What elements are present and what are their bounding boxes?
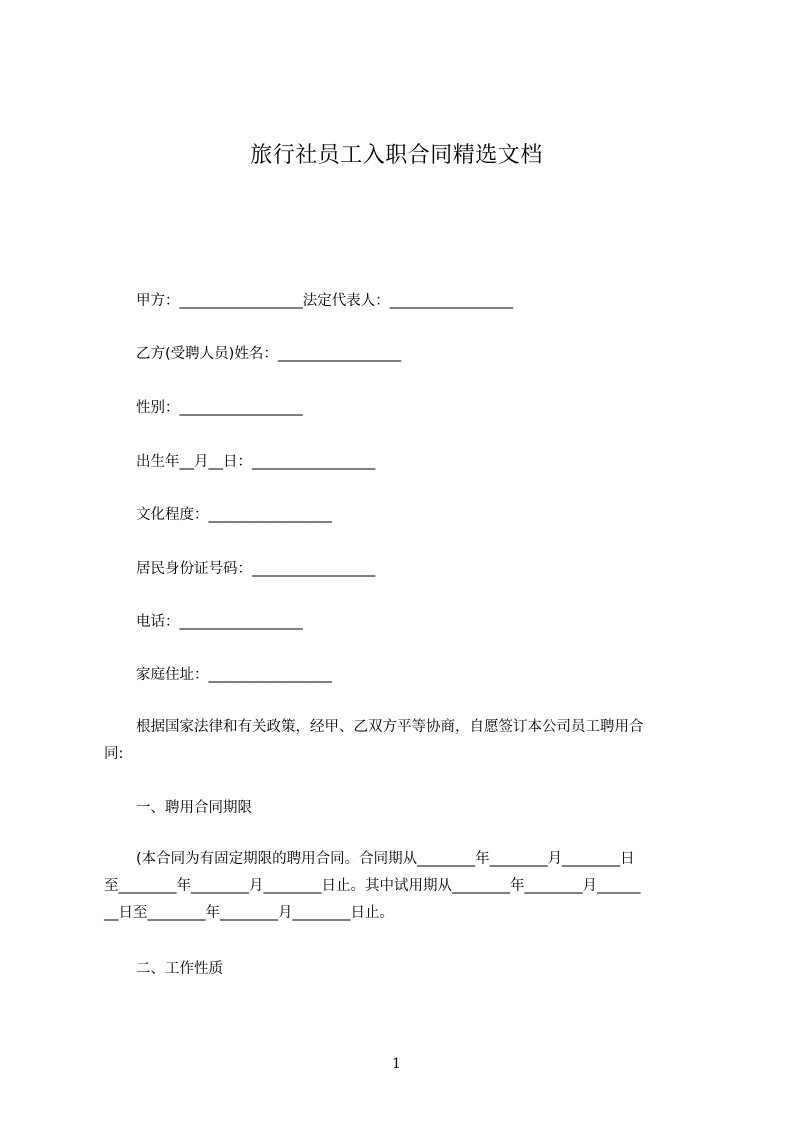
section-1-paragraph: [104, 846, 704, 927]
section-1-line-3: __日至________年________月________日止。: [104, 905, 394, 921]
section-2-heading: 二、工作性质: [136, 961, 223, 977]
party-b-name-field: 乙方(受聘人员)姓名：_________________: [136, 346, 402, 362]
intro-line-1: 根据国家法律和有关政策，经甲、乙双方平等协商，自愿签订本公司员工聘用合: [136, 719, 644, 735]
education-field: 文化程度：_________________: [136, 507, 332, 523]
intro-line-2: 同:: [104, 746, 124, 762]
section-1-line-1: (本合同为有固定期限的聘用合同。合同期从________年________月________日: [136, 851, 635, 867]
page-number: 1: [392, 1056, 401, 1072]
party-a-field: 甲方：_________________法定代表人：_________________: [136, 293, 513, 309]
intro-paragraph: [104, 714, 704, 768]
gender-field: 性别：_________________: [136, 400, 303, 416]
birth-date-field: 出生年__月__日：_________________: [136, 454, 376, 470]
id-number-field: 居民身份证号码：_________________: [136, 561, 376, 577]
document-title: 旅行社员工入职合同精选文档: [250, 143, 543, 168]
section-1-heading: 一、聘用合同期限: [136, 800, 252, 816]
address-field: 家庭住址：_________________: [136, 667, 332, 683]
section-1-line-2: 至________年________月________日止。其中试用期从________年________月______: [104, 878, 641, 894]
phone-field: 电话：_________________: [136, 614, 303, 630]
